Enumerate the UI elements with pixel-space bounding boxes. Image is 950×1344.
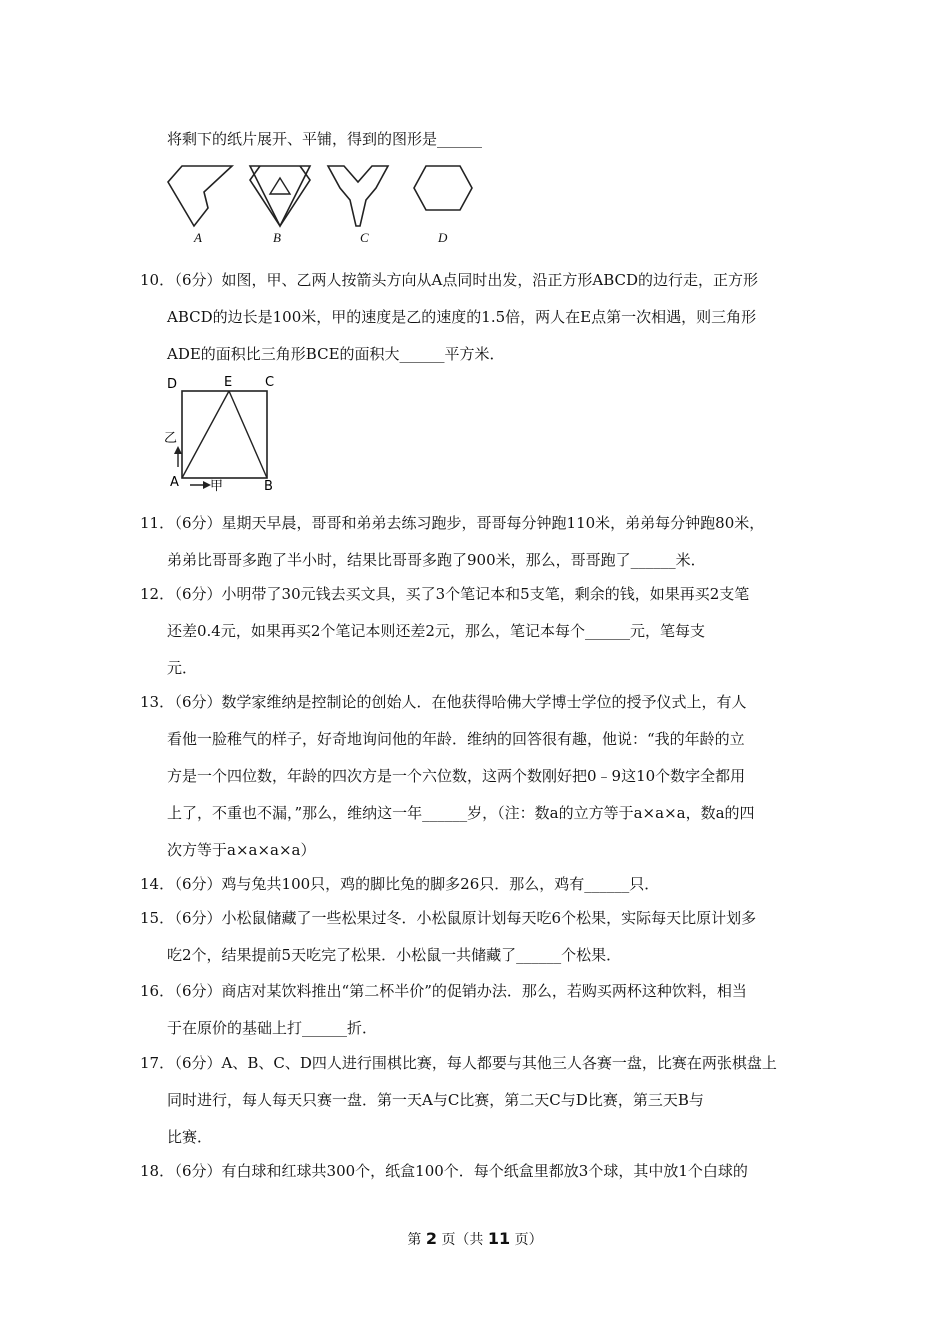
q15-number: 15． <box>140 909 175 927</box>
q18-number: 18． <box>140 1162 175 1180</box>
option-label-b: B <box>273 230 281 245</box>
shape-a <box>168 166 232 226</box>
option-label-c: C <box>360 230 369 245</box>
q17-number: 17． <box>140 1054 175 1072</box>
q13-line-4: 上了，不重也不漏，”那么，维纳这一年______岁，（注：数a的立方等于a×a×a，数a的四 <box>167 804 755 822</box>
vertex-c: C <box>265 375 275 390</box>
q16-number: 16． <box>140 982 175 1000</box>
square-abcd-figure <box>160 372 290 492</box>
shape-b-inner-triangle <box>270 178 290 194</box>
shape-d <box>414 166 472 210</box>
shape-c <box>328 166 388 226</box>
q10-number: 10． <box>140 271 175 289</box>
footer-page-number: 2 <box>425 1229 437 1248</box>
shape-b-notch <box>250 166 310 226</box>
label-jia: 甲 <box>210 479 224 492</box>
q16-line-2: 于在原价的基础上打______折． <box>167 1019 378 1037</box>
q13-line-3: 方是一个四位数，年龄的四次方是一个六位数，这两个数刚好把0﹣9这10个数字全都用 <box>167 767 746 785</box>
q11-line-1: （6分）星期天早晨，哥哥和弟弟去练习跑步，哥哥每分钟跑110米，弟弟每分钟跑80米， <box>167 514 765 532</box>
q17-line-1: （6分）A、B、C、D四人进行围棋比赛，每人都要与其他三人各赛一盘，比赛在两张棋盘上 <box>167 1054 777 1072</box>
arrow-yi-head <box>174 446 182 454</box>
q12-line-3: 元． <box>167 659 198 677</box>
q17-line-2: 同时进行，每人每天只赛一盘．第一天A与C比赛，第二天C与D比赛，第三天B与 <box>167 1091 704 1109</box>
q10-line-3: ADE的面积比三角形BCE的面积大______平方米． <box>167 345 505 363</box>
vertex-e: E <box>224 375 233 390</box>
q13-number: 13． <box>140 693 175 711</box>
q10-line-2: ABCD的边长是100米，甲的速度是乙的速度的1.5倍，两人在E点第一次相遇，则三角形 <box>167 308 757 326</box>
q14-line-1: （6分）鸡与兔共100只，鸡的脚比兔的脚多26只．那么，鸡有______只． <box>167 875 660 893</box>
q13-line-5: 次方等于a×a×a×a） <box>167 841 316 859</box>
q15-line-2: 吃2个，结果提前5天吃完了松果．小松鼠一共储藏了______个松果． <box>167 946 622 964</box>
q16-line-1: （6分）商店对某饮料推出“第二杯半价”的促销办法．那么，若购买两杯这种饮料，相当 <box>167 982 747 1000</box>
vertex-d: D <box>167 377 178 392</box>
q17-line-3: 比赛． <box>167 1128 213 1146</box>
footer-suffix: 页） <box>514 1232 543 1248</box>
vertex-a: A <box>170 475 179 490</box>
segment-eb <box>229 391 267 478</box>
q11-line-2: 弟弟比哥哥多跑了半小时，结果比哥哥多跑了900米，那么，哥哥跑了______米． <box>167 551 706 569</box>
q18-line-1: （6分）有白球和红球共300个，纸盒100个．每个纸盒里都放3个球，其中放1个白球的 <box>167 1162 748 1180</box>
q12-number: 12． <box>140 585 175 603</box>
footer-mid: 页（共 <box>441 1232 484 1248</box>
q15-line-1: （6分）小松鼠储藏了一些松果过冬．小松鼠原计划每天吃6个松果，实际每天比原计划多 <box>167 909 757 927</box>
fold-option-figures <box>160 158 490 238</box>
square-abcd <box>182 391 267 478</box>
intro-line: 将剩下的纸片展开、平铺，得到的图形是______ <box>167 130 483 148</box>
footer-prefix: 第 <box>407 1232 422 1248</box>
q12-line-2: 还差0.4元，如果再买2个笔记本则还差2元，那么，笔记本每个______元，笔每支 <box>167 622 705 640</box>
vertex-b: B <box>264 479 273 492</box>
shape-b <box>250 166 310 226</box>
q13-line-1: （6分）数学家维纳是控制论的创始人．在他获得哈佛大学博士学位的授予仪式上，有人 <box>167 693 747 711</box>
footer-total-pages: 11 <box>487 1229 511 1248</box>
segment-ae <box>182 391 229 478</box>
q11-number: 11． <box>140 514 175 532</box>
page-footer <box>0 1229 950 1249</box>
q14-number: 14． <box>140 875 175 893</box>
label-yi: 乙 <box>164 431 178 446</box>
q12-line-1: （6分）小明带了30元钱去买文具，买了3个笔记本和5支笔，剩余的钱，如果再买2支笔 <box>167 585 750 603</box>
q10-line-1: （6分）如图，甲、乙两人按箭头方向从A点同时出发，沿正方形ABCD的边行走，正方形 <box>167 271 759 289</box>
option-label-d: D <box>438 230 448 245</box>
option-label-a: A <box>194 230 202 245</box>
q13-line-2: 看他一脸稚气的样子，好奇地询问他的年龄．维纳的回答很有趣，他说：“我的年龄的立 <box>167 730 745 748</box>
